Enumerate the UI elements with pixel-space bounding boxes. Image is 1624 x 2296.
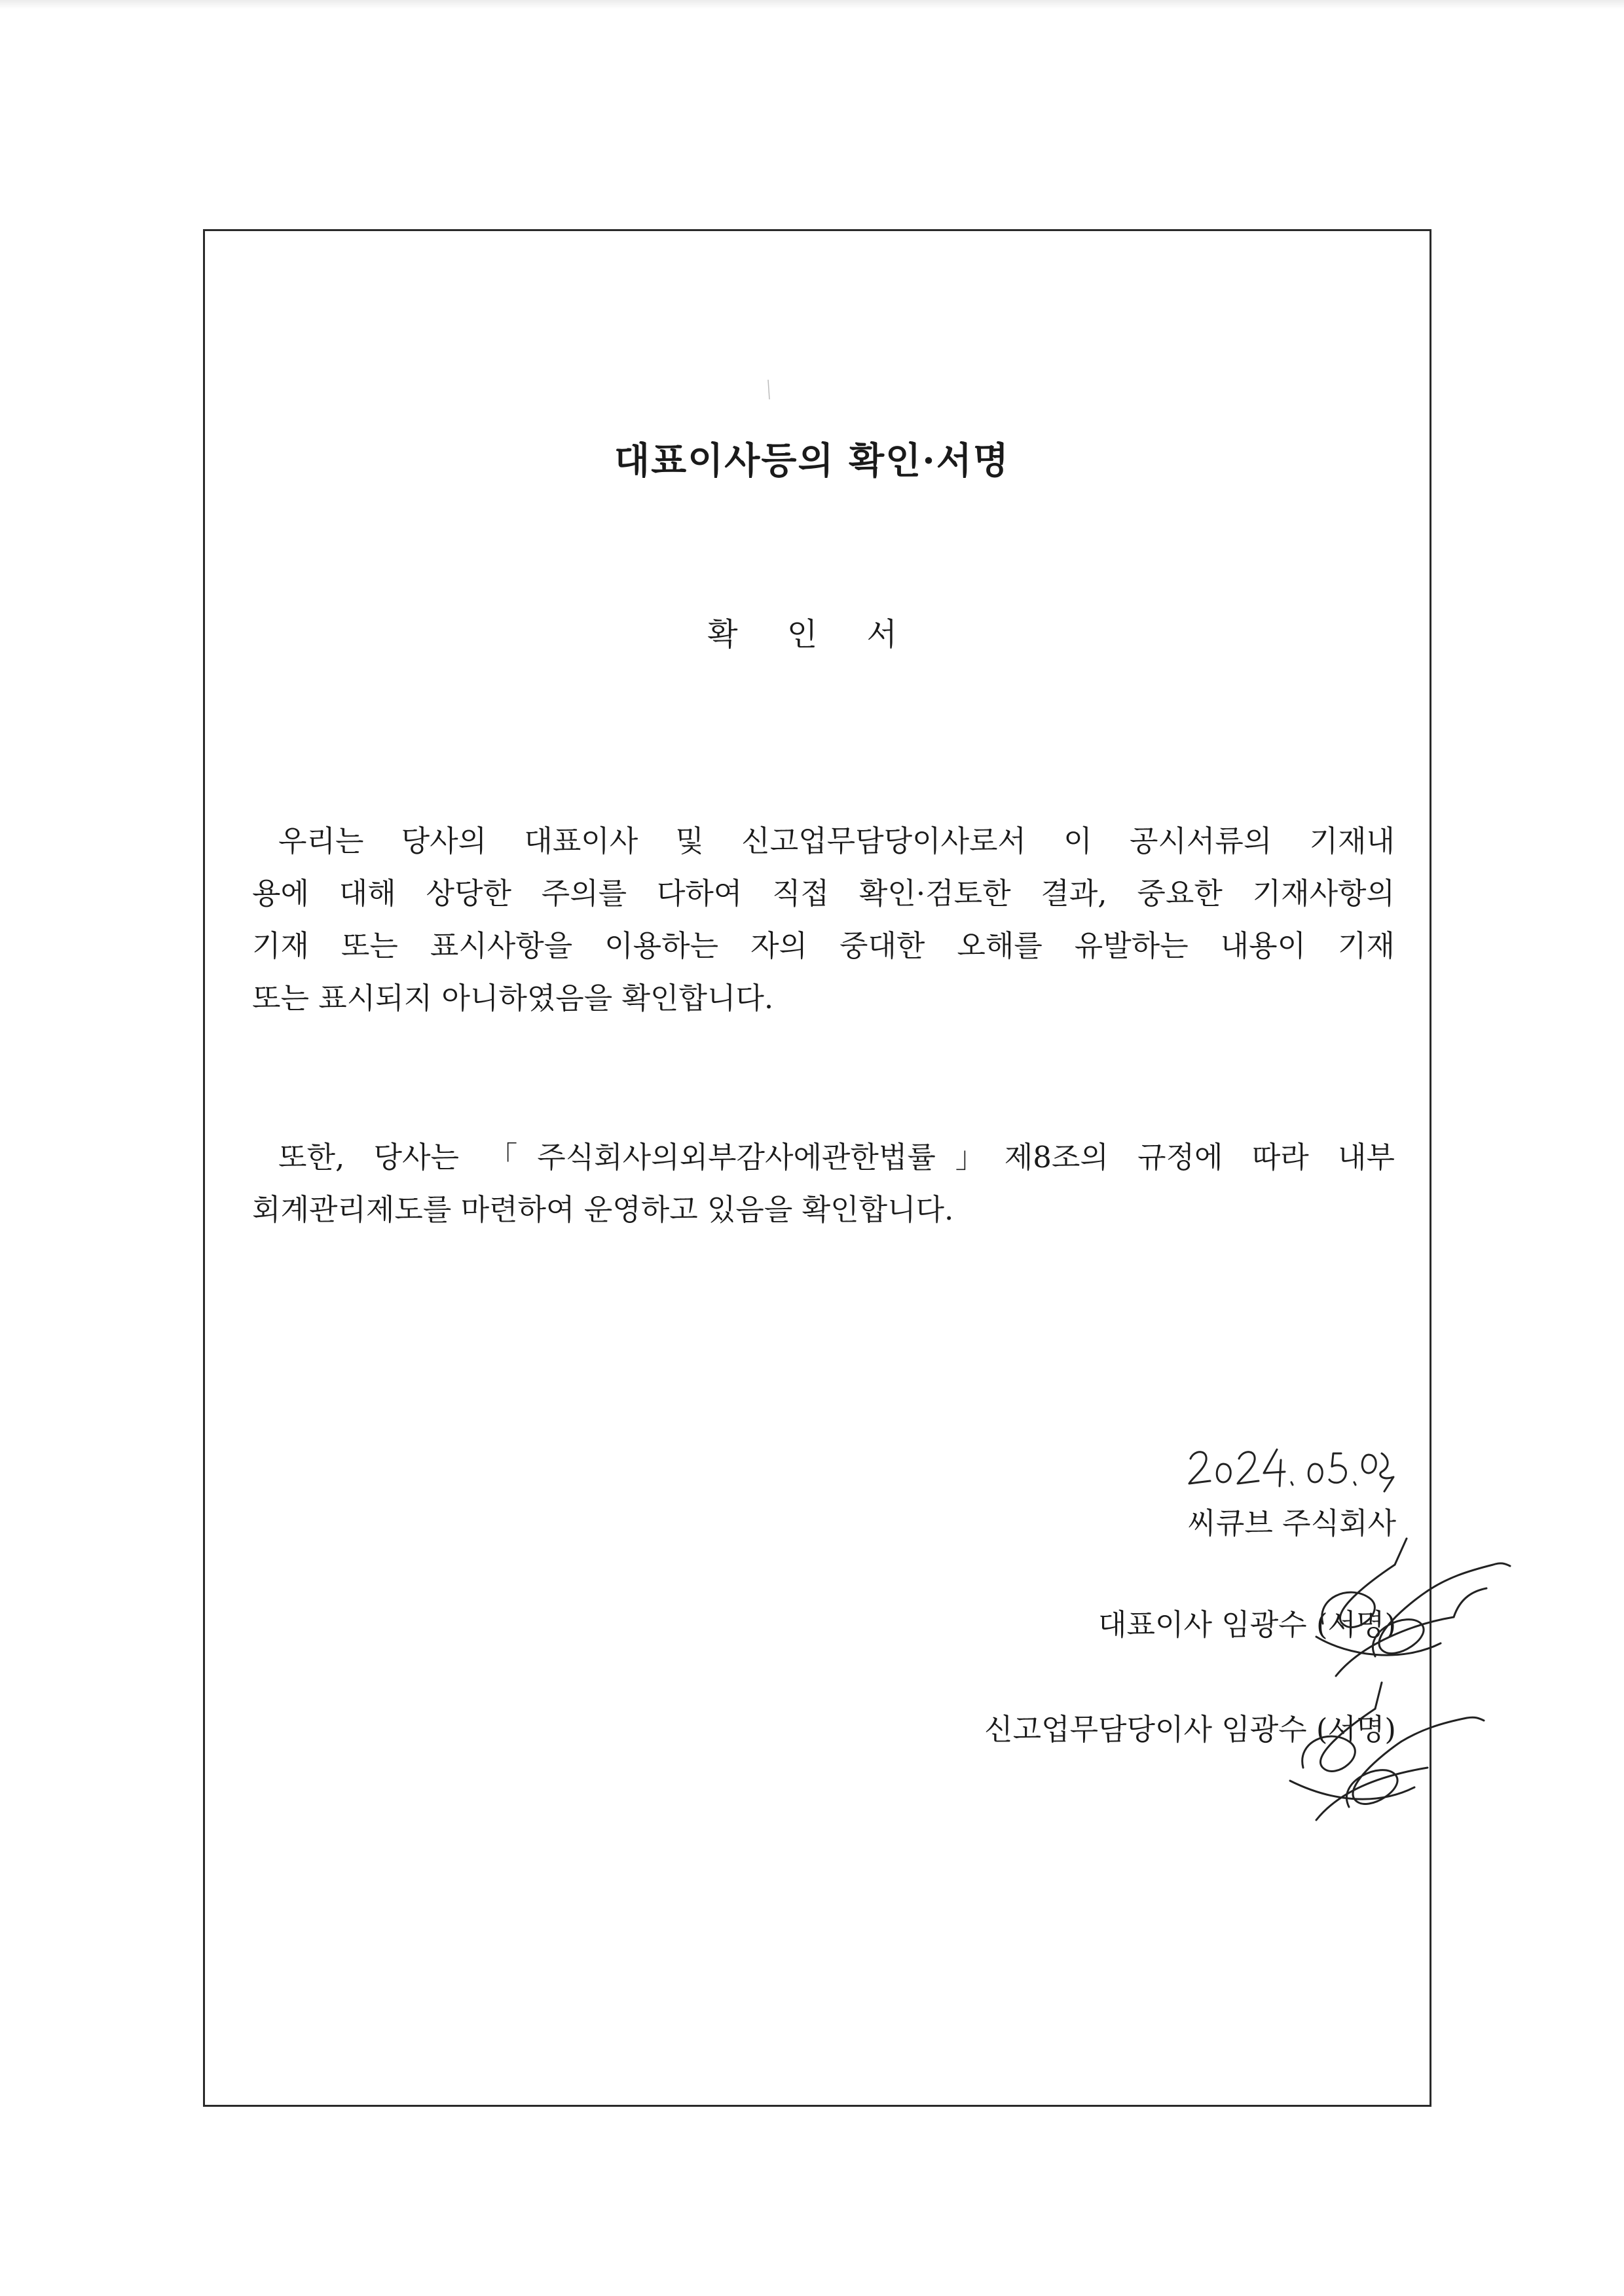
ceo-signature-line: 대표이사 임광수 (서명)	[1098, 1607, 1396, 1642]
confirmation-paragraph	[252, 815, 1395, 1025]
document-subtitle: 확 인 서	[707, 616, 917, 653]
paragraph-line: 기재 또는 표시사항을 이용하는 자의 중대한 오해를 유발하는 내용이 기재	[252, 928, 1395, 963]
company-name: 씨큐브 주식회사	[1187, 1506, 1396, 1540]
paragraph-line: 회계관리제도를 마련하여 운영하고 있음을 확인합니다.	[252, 1192, 954, 1227]
paragraph-line: 우리는 당사의 대표이사 및 신고업무담당이사로서 이 공시서류의 기재내	[278, 824, 1395, 858]
internal-control-paragraph	[252, 1131, 1395, 1236]
scan-mark	[767, 380, 770, 399]
paragraph-line: 또한, 당사는 「주식회사의외부감사에관한법률」제8조의 규정에 따라 내부	[278, 1140, 1395, 1175]
handwritten-date	[1185, 1440, 1395, 1493]
reporting-director-signature	[1277, 1676, 1486, 1827]
ceo-signature	[1297, 1525, 1513, 1683]
reporting-director-signature-line: 신고업무담당이사 임광수 (서명)	[984, 1712, 1396, 1747]
document-title: 대표이사등의 확인·서명	[614, 439, 1010, 483]
paragraph-line: 또는 표시되지 아니하였음을 확인합니다.	[252, 981, 774, 1015]
paragraph-line: 용에 대해 상당한 주의를 다하여 직접 확인·검토한 결과, 중요한 기재사항의	[252, 876, 1395, 911]
scan-edge	[0, 0, 1624, 9]
